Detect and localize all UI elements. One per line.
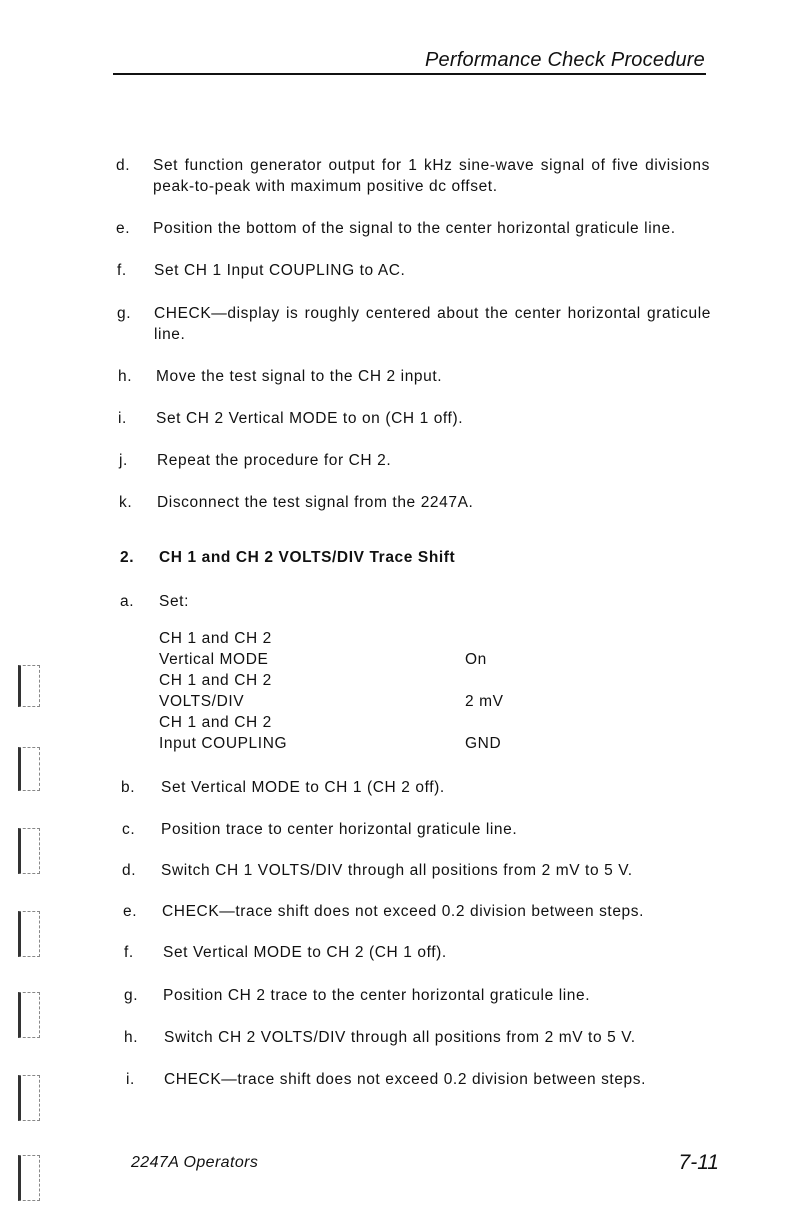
step-text: Position the bottom of the signal to the center horizontal graticule line. bbox=[153, 220, 676, 237]
page-header-title: Performance Check Procedure bbox=[425, 49, 705, 71]
section-number: 2. bbox=[120, 549, 135, 566]
binder-tab-mark bbox=[18, 911, 40, 957]
step-label: d. bbox=[116, 157, 131, 174]
step-label: g. bbox=[117, 305, 132, 322]
setting-param: CH 1 and CH 2 bbox=[159, 672, 272, 689]
binder-tab-mark bbox=[18, 1075, 40, 1121]
binder-tab-mark bbox=[18, 992, 40, 1038]
footer-page-number: 7-11 bbox=[678, 1151, 719, 1174]
setting-param: VOLTS/DIV bbox=[159, 693, 245, 710]
binder-tab-mark bbox=[18, 828, 40, 874]
step-text: Set Vertical MODE to CH 2 (CH 1 off). bbox=[163, 944, 447, 961]
step-label: b. bbox=[121, 779, 136, 796]
step-label: j. bbox=[119, 452, 128, 469]
section-title: CH 1 and CH 2 VOLTS/DIV Trace Shift bbox=[159, 549, 456, 566]
step-label: f. bbox=[117, 262, 127, 279]
binder-tab-mark bbox=[18, 1155, 40, 1201]
step-label: i. bbox=[118, 410, 127, 427]
step-text: Set Vertical MODE to CH 1 (CH 2 off). bbox=[161, 779, 445, 796]
header-rule bbox=[113, 73, 706, 75]
step-label: h. bbox=[118, 368, 133, 385]
step-label: e. bbox=[123, 903, 138, 920]
step-text: Set: bbox=[159, 593, 189, 610]
setting-value: 2 mV bbox=[465, 693, 504, 710]
footer-manual-title: 2247A Operators bbox=[131, 1154, 259, 1171]
step-text: Switch CH 2 VOLTS/DIV through all positions from 2 mV to 5 V. bbox=[164, 1029, 636, 1046]
step-text: CHECK—trace shift does not exceed 0.2 division between steps. bbox=[164, 1071, 647, 1088]
binder-tab-mark bbox=[18, 747, 40, 791]
setting-param: CH 1 and CH 2 bbox=[159, 714, 272, 731]
step-label: e. bbox=[116, 220, 131, 237]
step-label: a. bbox=[120, 593, 135, 610]
step-label: i. bbox=[126, 1071, 135, 1088]
step-text: CHECK—trace shift does not exceed 0.2 division between steps. bbox=[162, 903, 645, 920]
setting-param: Vertical MODE bbox=[159, 651, 269, 668]
binder-tab-mark bbox=[18, 665, 40, 707]
setting-value: On bbox=[465, 651, 487, 668]
step-text: Set CH 2 Vertical MODE to on (CH 1 off). bbox=[156, 410, 464, 427]
setting-param: Input COUPLING bbox=[159, 735, 288, 752]
step-label: c. bbox=[122, 821, 136, 838]
step-label: g. bbox=[124, 987, 139, 1004]
setting-value: GND bbox=[465, 735, 502, 752]
step-label: h. bbox=[124, 1029, 139, 1046]
setting-param: CH 1 and CH 2 bbox=[159, 630, 272, 647]
step-text: Repeat the procedure for CH 2. bbox=[157, 452, 392, 469]
step-text: Position trace to center horizontal graticule line. bbox=[161, 821, 518, 838]
step-text: Disconnect the test signal from the 2247A. bbox=[157, 494, 474, 511]
step-text: Switch CH 1 VOLTS/DIV through all positions from 2 mV to 5 V. bbox=[161, 862, 633, 879]
step-label: d. bbox=[122, 862, 137, 879]
step-text: CHECK—display is roughly centered about the center horizontal graticule line. bbox=[154, 305, 711, 343]
step-text: Position CH 2 trace to the center horizontal graticule line. bbox=[163, 987, 591, 1004]
step-label: f. bbox=[124, 944, 134, 961]
step-text: Set CH 1 Input COUPLING to AC. bbox=[154, 262, 406, 279]
step-text: Move the test signal to the CH 2 input. bbox=[156, 368, 443, 385]
step-label: k. bbox=[119, 494, 133, 511]
step-text: Set function generator output for 1 kHz sine-wave signal of five divisions peak-to-peak with maximum positive dc offset. bbox=[153, 157, 710, 195]
